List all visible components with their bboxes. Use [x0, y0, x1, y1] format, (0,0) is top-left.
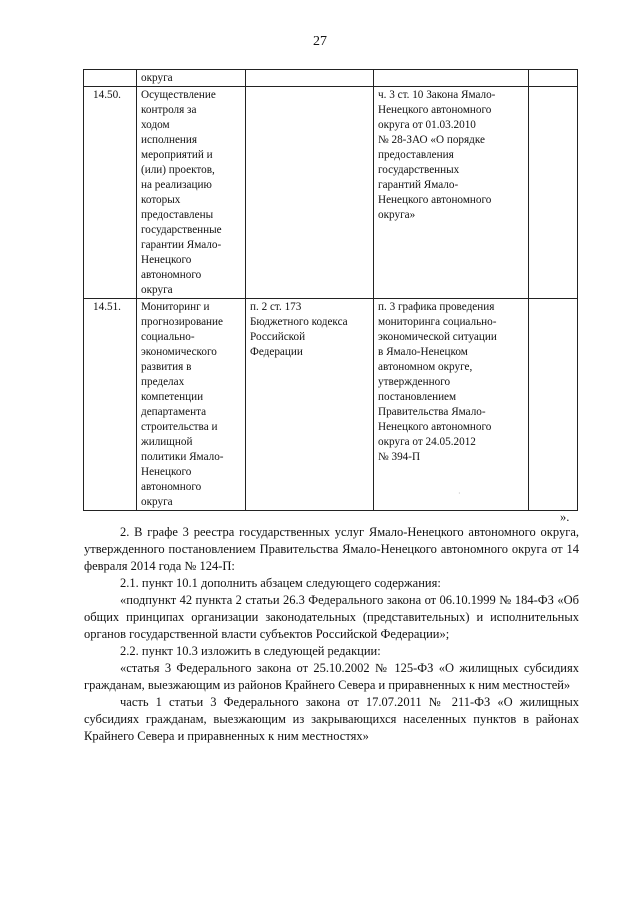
paragraph: «статья 3 Федерального закона от 25.10.2002 № 125-ФЗ «О жилищных субсидиях гражданам, выезжающим из районов Крайнего Севера и приравненных к ним местностей» [84, 661, 579, 692]
function-name: Мониторинг и прогнозирование социально- экономического развития в пределах компетенции департамента строительства и жилищной политики Ямало- Ненецкого автономного округа [137, 299, 246, 511]
function-name: округа [137, 70, 246, 87]
page-number: 27 [313, 34, 327, 49]
row-number: 14.51. [84, 299, 137, 511]
paragraph: «подпункт 42 пункта 2 статьи 26.3 Федерального закона от 06.10.1999 № 184-ФЗ «Об общих принципах организации законодательных (представительных) и исполнительных органов государственной власти субъектов Российской Федерации»; [84, 593, 579, 641]
amendment-text [84, 524, 579, 745]
row-number [84, 70, 137, 87]
table-row [84, 87, 578, 299]
closing-quote: ». [560, 510, 570, 524]
legal-basis-regional [374, 70, 529, 87]
paragraph: 2. В графе 3 реестра государственных услуг Ямало-Ненецкого автономного округа, утвержденного постановлением Правительства Ямало-Ненецкого автономного округа от 14 февраля 2014 года № 124-П: [84, 525, 579, 573]
legal-basis-federal [246, 70, 374, 87]
legal-basis-federal: п. 2 ст. 173 Бюджетного кодекса Российской Федерации [246, 299, 374, 511]
paragraph: 2.2. пункт 10.3 изложить в следующей редакции: [120, 644, 381, 658]
row-number: 14.50. [84, 87, 137, 299]
scan-speck: · [458, 489, 461, 498]
notes-cell [529, 299, 578, 511]
table-row [84, 299, 578, 511]
paragraph: 2.1. пункт 10.1 дополнить абзацем следующего содержания: [120, 576, 441, 590]
function-name: Осуществление контроля за ходом исполнения мероприятий и (или) проектов, на реализацию которых предоставлены государственные гарантии Ямало- Ненецкого автономного округа [137, 87, 246, 299]
services-table [83, 69, 578, 511]
paragraph: часть 1 статьи 3 Федерального закона от 17.07.2011 № 211-ФЗ «О жилищных субсидиях гражданам, выезжающим из закрывающихся населенных пунктов в районах Крайнего Севера и приравненных к ним местностях» [84, 695, 579, 743]
legal-basis-regional: ч. 3 ст. 10 Закона Ямало- Ненецкого автономного округа от 01.03.2010 № 28-ЗАО «О порядке предоставления государственных гарантий Ямало- Ненецкого автономного округа» [374, 87, 529, 299]
notes-cell [529, 87, 578, 299]
notes-cell [529, 70, 578, 87]
legal-basis-regional: п. 3 графика проведения мониторинга социально- экономической ситуации в Ямало-Ненецком автономном округе, утвержденного постановлением Правительства Ямало- Ненецкого автономного округа от 24.05.2012 № 394-П [374, 299, 529, 511]
legal-basis-federal [246, 87, 374, 299]
table-row [84, 70, 578, 87]
